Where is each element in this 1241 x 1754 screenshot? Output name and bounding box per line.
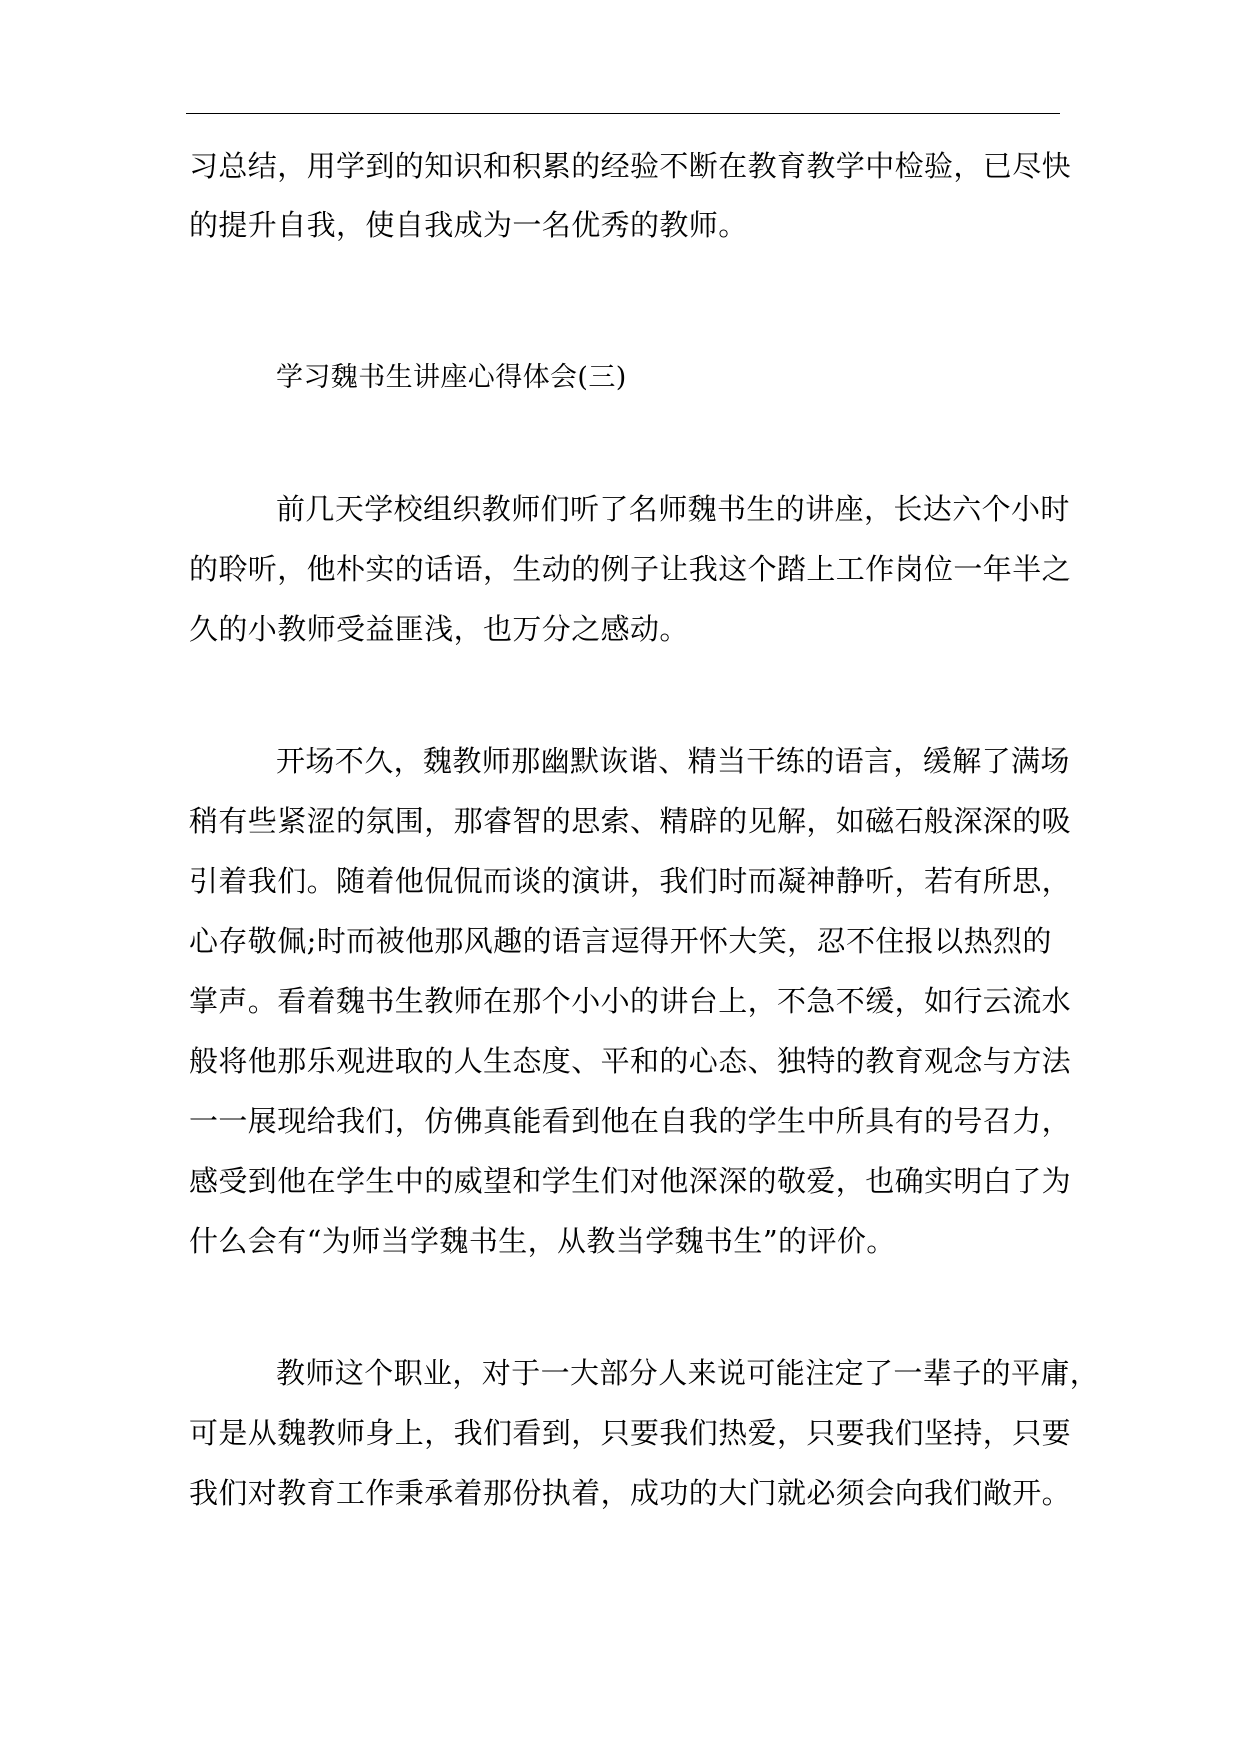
paragraph-1-line: 久的小教师受益匪浅，也万分之感动。 (189, 612, 689, 646)
paragraph-3-line: 教师这个职业，对于一大部分人来说可能注定了一辈子的平庸， (276, 1356, 1100, 1390)
paragraph-2-line: 掌声。看着魏书生教师在那个小小的讲台上，不急不缓，如行云流水 (189, 984, 1072, 1018)
paragraph-1-line: 前几天学校组织教师们听了名师魏书生的讲座，长达六个小时 (276, 492, 1070, 526)
section-title: 学习魏书生讲座心得体会(三) (276, 362, 627, 393)
continuation-line: 习总结，用学到的知识和积累的经验不断在教育教学中检验，已尽快 (189, 149, 1072, 183)
paragraph-2-line: 引着我们。随着他侃侃而谈的演讲，我们时而凝神静听，若有所思， (189, 864, 1072, 898)
paragraph-2-line: 一一展现给我们，仿佛真能看到他在自我的学生中所具有的号召力， (189, 1104, 1072, 1138)
paragraph-2-line: 心存敬佩;时而被他那风趣的语言逗得开怀大笑，忍不住报以热烈的 (189, 924, 1052, 958)
paragraph-2-line: 什么会有“为师当学魏书生，从教当学魏书生”的评价。 (189, 1224, 896, 1258)
paragraph-2-line: 感受到他在学生中的威望和学生们对他深深的敬爱，也确实明白了为 (189, 1164, 1072, 1198)
paragraph-3-line: 可是从魏教师身上，我们看到，只要我们热爱，只要我们坚持，只要 (189, 1416, 1072, 1450)
paragraph-1-line: 的聆听，他朴实的话语，生动的例子让我这个踏上工作岗位一年半之 (189, 552, 1072, 586)
paragraph-2-line: 开场不久，魏教师那幽默诙谐、精当干练的语言，缓解了满场 (276, 744, 1070, 778)
continuation-line: 的提升自我，使自我成为一名优秀的教师。 (189, 208, 748, 242)
paragraph-3-line: 我们对教育工作秉承着那份执着，成功的大门就必须会向我们敞开。 (189, 1476, 1072, 1510)
paragraph-2-line: 般将他那乐观进取的人生态度、平和的心态、独特的教育观念与方法 (189, 1044, 1072, 1078)
header-rule (186, 113, 1060, 114)
paragraph-2-line: 稍有些紧涩的氛围，那睿智的思索、精辟的见解，如磁石般深深的吸 (189, 804, 1072, 838)
